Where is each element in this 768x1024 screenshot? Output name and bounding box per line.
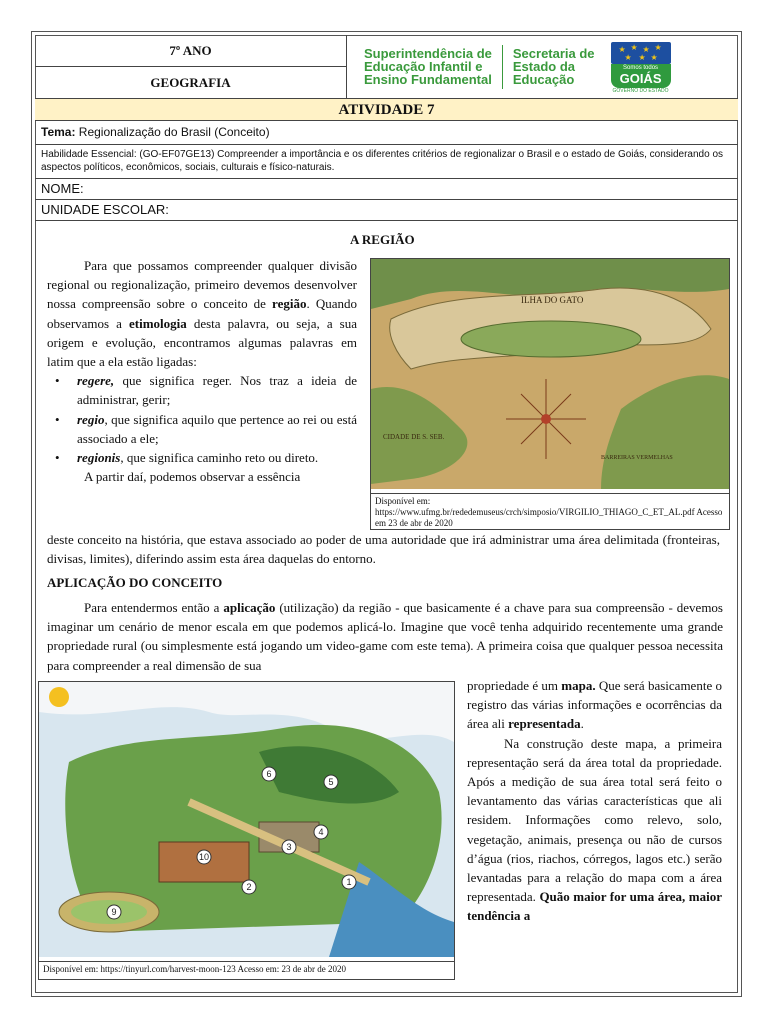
map-label-city: CIDADE DE S. SEB. xyxy=(383,433,445,441)
historical-map-figure xyxy=(370,258,730,530)
subject-label: GEOGRAFIA xyxy=(35,67,347,98)
historical-map-caption: Disponível em: https://www.ufmg.br/rededemuseus/crch/simposio/VIRGILIO_THIAGO_C_ET_AL.pdf Acesso em 23 de abr de 2020 xyxy=(371,493,729,531)
goias-logo: ★ ★ ★ ★ ★ ★ ★ Somos todos GOIÁS GOVERNO DO ESTADO xyxy=(612,42,669,94)
section-title-regiao: A REGIÃO xyxy=(350,232,415,247)
map-label-barreiras: BARREIRAS VERMELHAS xyxy=(601,455,673,461)
superintendencia-logo: Superintendência de Educação Infantil e Ensino Fundamental xyxy=(364,46,492,87)
application-paragraph: Para entendermos então a aplicação (utilização) da região - que basicamente é a chave para sua compreensão - devemos imaginar um cenário de menor escala em que podemos aplicá-lo. Imagine que você tenha adquirido recentemente uma grande propriedade rural (ou simplesmente está jogando um video-game com este tema). A primeira coisa que qualquer pessoa necessita para compreender a real dimensão de sua xyxy=(47,600,723,673)
svg-text:2: 2 xyxy=(246,882,252,892)
farm-map-image xyxy=(39,682,454,957)
secretaria-logo: Secretaria de Estado da Educação xyxy=(512,46,595,87)
skill-row: Habilidade Essencial: (GO-EF07GE13) Compreender a importância e os diferentes critérios de regionalizar o Brasil e o estado de Goiás, considerando os aspectos políticos, econômicos, sociais, culturais e físico-naturais. xyxy=(35,145,738,179)
logo-area xyxy=(347,35,738,98)
essence-paragraph: deste conceito na história, que estava associado ao poder de uma autoridade que irá administrar uma área delimitada (fronteiras, divisas, limites), diferindo assim esta área daquelas do entorno. xyxy=(47,532,720,567)
map-explanation-paragraph: propriedade é um mapa. Que será basicamente o registro das várias informações e ocorrências da área ali representada. Na construção deste mapa, a primeira representação será da área total da propriedade. Após a medição de sua área total será feito o levantamento das várias características que ali residem. Informações como relevo, solo, vegetação, animais, presença ou não de cursos d’água (rios, riachos, córregos, lagos etc.) serão levantadas para a relação do mapa com a área representada. Quão maior for uma área, maior tendência a xyxy=(467,678,722,924)
section-title-aplicacao: APLICAÇÃO DO CONCEITO xyxy=(47,575,223,590)
farm-map-figure xyxy=(38,681,455,980)
svg-text:4: 4 xyxy=(318,827,324,837)
list-item: • regio, que significa aquilo que pertence ao rei ou está associado a ele; xyxy=(47,410,357,448)
list-item: • regionis, que significa caminho reto ou direto. xyxy=(47,448,357,467)
etymology-list xyxy=(47,371,357,467)
logo-divider xyxy=(502,45,503,89)
historical-map-image xyxy=(371,259,729,489)
list-item: • regere, que significa reger. Nos traz a ideia de administrar, gerir; xyxy=(47,371,357,409)
activity-title: ATIVIDADE 7 xyxy=(35,98,738,121)
svg-text:3: 3 xyxy=(286,842,292,852)
school-field[interactable]: UNIDADE ESCOLAR: xyxy=(35,200,738,221)
map-label-island: ILHA DO GATO xyxy=(521,295,584,305)
svg-text:5: 5 xyxy=(328,777,334,787)
svg-text:1: 1 xyxy=(346,877,352,887)
svg-text:9: 9 xyxy=(111,907,117,917)
farm-map-caption: Disponível em: https://tinyurl.com/harvest-moon-123 Acesso em: 23 de abr de 2020 xyxy=(39,961,454,977)
name-field[interactable]: NOME: xyxy=(35,179,738,200)
svg-text:10: 10 xyxy=(198,852,210,862)
theme-row: Tema: Regionalização do Brasil (Conceito) xyxy=(35,121,738,145)
grade-label: 7º ANO xyxy=(35,35,347,67)
intro-paragraph: Para que possamos compreender qualquer divisão regional ou regionalização, primeiro devemos desenvolver nossa compreensão sobre o conceito de região. Quando observamos a etimologia desta palavra, ou seja, a sua origem e evolução, encontramos algumas palavras em latim que a ela estão ligadas: • regere, que significa reger. Nos traz a ideia de administrar, gerir; • regio, que significa aquilo que pertence ao rei ou está associado a ele; • regionis, que significa caminho reto ou direto. A partir daí, podemos observar a essência xyxy=(47,256,357,486)
svg-text:6: 6 xyxy=(266,769,272,779)
